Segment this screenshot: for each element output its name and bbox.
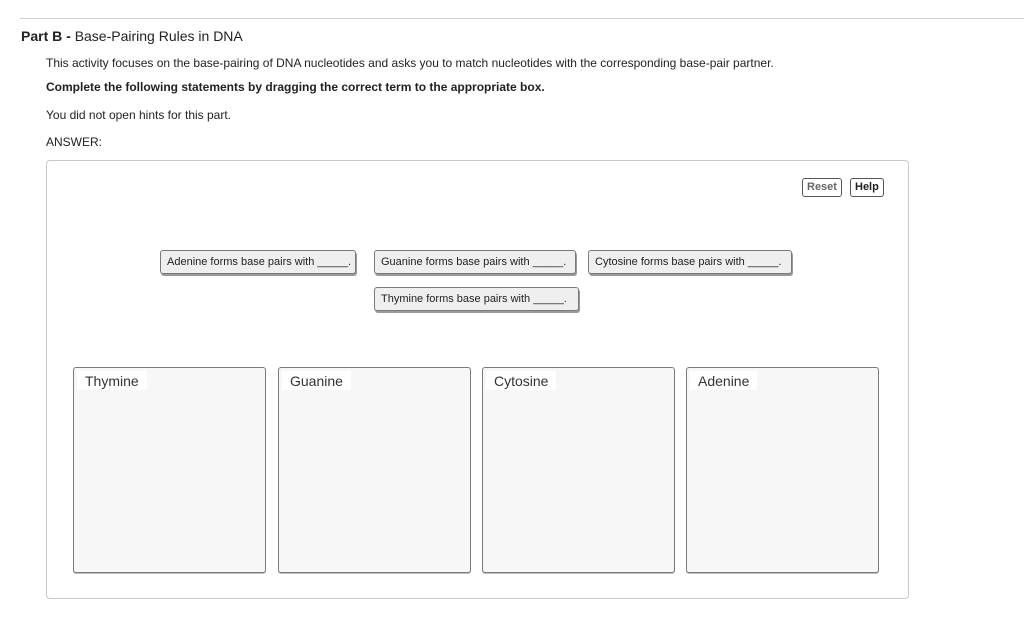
drop-target-guanine[interactable]	[278, 367, 471, 573]
part-heading	[21, 28, 243, 44]
drop-target-cytosine[interactable]	[482, 367, 675, 573]
part-title: Base-Pairing Rules in DNA	[74, 28, 243, 44]
drop-target-title: Thymine	[77, 371, 147, 390]
reset-button[interactable]: Reset	[802, 178, 842, 197]
drop-target-title: Adenine	[690, 371, 757, 390]
drop-target-title: Guanine	[282, 371, 351, 390]
answer-label: ANSWER:	[46, 135, 103, 149]
activity-instruction: Complete the following statements by dragging the correct term to the appropriate box.	[46, 80, 545, 94]
part-label: Part B -	[21, 28, 71, 44]
drop-target-title: Cytosine	[486, 371, 556, 390]
help-button[interactable]: Help	[850, 178, 884, 197]
answer-panel	[46, 160, 909, 599]
draggable-label-guanine[interactable]: Guanine forms base pairs with _____.	[374, 250, 576, 274]
draggable-label-cytosine[interactable]: Cytosine forms base pairs with _____.	[588, 250, 792, 274]
draggable-label-adenine[interactable]: Adenine forms base pairs with _____.	[160, 250, 356, 274]
drop-target-adenine[interactable]	[686, 367, 879, 573]
top-divider	[20, 18, 1024, 19]
drop-target-thymine[interactable]	[73, 367, 266, 573]
draggable-label-thymine[interactable]: Thymine forms base pairs with _____.	[374, 287, 579, 311]
activity-description: This activity focuses on the base-pairing of DNA nucleotides and asks you to match nucleotides with the corresponding base-pair partner.	[46, 56, 774, 70]
hints-status: You did not open hints for this part.	[46, 108, 232, 122]
